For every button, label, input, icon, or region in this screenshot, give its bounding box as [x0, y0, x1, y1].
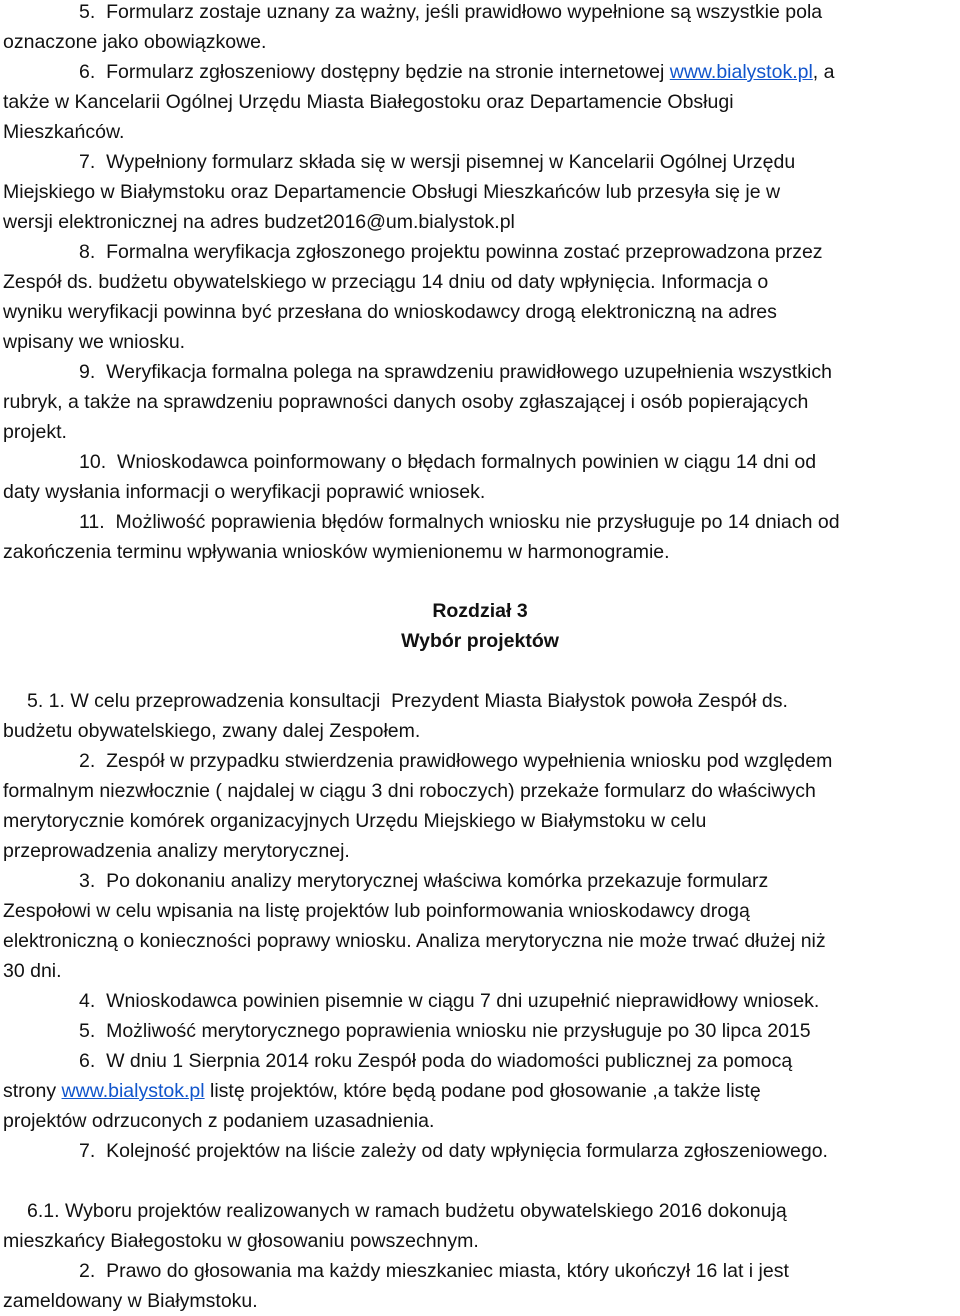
item-8-paragraph [3, 237, 960, 357]
item-9-paragraph [3, 357, 960, 447]
text-line: 6. W dniu 1 Sierpnia 2014 roku Zespół poda do wiadomości publicznej za pomocą [79, 1050, 793, 1072]
text-line: rubryk, a także na sprawdzeniu poprawności danych osoby zgłaszającej i osób popierających [3, 391, 809, 413]
text-line: projekt. [3, 421, 67, 443]
section-5-6-paragraph [3, 1046, 960, 1136]
text-line: 5. Możliwość merytorycznego poprawienia wniosku nie przysługuje po 30 lipca 2015 [79, 1020, 811, 1042]
section-5-3-paragraph [3, 866, 960, 986]
item-11-paragraph [3, 507, 960, 567]
text-line: mieszkańcy Białegostoku w głosowaniu powszechnym. [3, 1230, 479, 1252]
chapter-heading: Rozdział 3 [432, 600, 528, 622]
text-line: Zespołowi w celu wpisania na listę projektów lub poinformowania wnioskodawcy drogą [3, 900, 750, 922]
bialystok-link[interactable]: www.bialystok.pl [61, 1080, 205, 1102]
chapter-title: Wybór projektów [401, 630, 559, 652]
text-line: 2. Zespół w przypadku stwierdzenia prawidłowego wypełnienia wniosku pod względem [79, 750, 833, 772]
text-line: Mieszkańców. [3, 121, 125, 143]
section-5-7-paragraph [3, 1136, 960, 1166]
text-line: zameldowany w Białymstoku. [3, 1290, 258, 1312]
text-line: zakończenia terminu wpływania wniosków wymienionemu w harmonogramie. [3, 541, 670, 563]
item-5-paragraph [3, 0, 960, 57]
item-10-paragraph [3, 447, 960, 507]
item-7-paragraph [3, 147, 960, 237]
section-6-2-paragraph [3, 1256, 960, 1316]
text-line: także w Kancelarii Ogólnej Urzędu Miasta Białegostoku oraz Departamencie Obsługi [3, 91, 734, 113]
text-line: wersji elektronicznej na adres budzet2016@um.bialystok.pl [3, 211, 515, 233]
text-line: , a [812, 61, 835, 83]
text-line: oznaczone jako obowiązkowe. [3, 31, 267, 53]
text-line: merytorycznie komórek organizacyjnych Urzędu Miejskiego w Białymstoku w celu [3, 810, 707, 832]
text-line: strony [3, 1080, 62, 1102]
section-5-4-paragraph [3, 986, 960, 1016]
section-5-5-paragraph [3, 1016, 960, 1046]
text-line: listę projektów, które będą podane pod głosowanie ,a także listę [204, 1080, 761, 1102]
text-line: 4. Wnioskodawca powinien pisemnie w ciągu 7 dni uzupełnić nieprawidłowy wniosek. [79, 990, 820, 1012]
text-line: 2. Prawo do głosowania ma każdy mieszkaniec miasta, który ukończył 16 lat i jest [79, 1260, 789, 1282]
text-line: 8. Formalna weryfikacja zgłoszonego projektu powinna zostać przeprowadzona przez [79, 241, 823, 263]
item-6-paragraph [3, 57, 960, 147]
text-line: formalnym niezwłocznie ( najdalej w ciągu 3 dni roboczych) przekaże formularz do właściwych [3, 780, 816, 802]
section-5-2-paragraph [3, 746, 960, 866]
text-line: 7. Wypełniony formularz składa się w wersji pisemnej w Kancelarii Ogólnej Urzędu [79, 151, 796, 173]
text-line: 6. Formularz zgłoszeniowy dostępny będzie na stronie internetowej [79, 61, 670, 83]
bialystok-link[interactable]: www.bialystok.pl [669, 61, 813, 83]
text-line: 6.1. Wyboru projektów realizowanych w ramach budżetu obywatelskiego 2016 dokonują [27, 1200, 787, 1222]
text-line: 9. Weryfikacja formalna polega na sprawdzeniu prawidłowego uzupełnienia wszystkich [79, 361, 832, 383]
text-line: przeprowadzenia analizy merytorycznej. [3, 840, 350, 862]
text-line: 3. Po dokonaniu analizy merytorycznej właściwa komórka przekazuje formularz [79, 870, 769, 892]
section-5-paragraph [3, 686, 960, 746]
text-line: elektroniczną o konieczności poprawy wniosku. Analiza merytoryczna nie może trwać dłużej niż [3, 930, 826, 952]
text-line: 5. 1. W celu przeprowadzenia konsultacji Prezydent Miasta Białystok powoła Zespół ds. [27, 690, 788, 712]
section-6-paragraph [3, 1196, 960, 1256]
text-line: 5. Formularz zostaje uznany za ważny, jeśli prawidłowo wypełnione są wszystkie pola [79, 1, 823, 23]
text-line: 7. Kolejność projektów na liście zależy od daty wpłynięcia formularza zgłoszeniowego. [79, 1140, 828, 1162]
text-line: Zespół ds. budżetu obywatelskiego w przeciągu 14 dniu od daty wpłynięcia. Informacja o [3, 271, 769, 293]
text-line: 10. Wnioskodawca poinformowany o błędach formalnych powinien w ciągu 14 dni od [79, 451, 817, 473]
text-line: wpisany we wniosku. [3, 331, 186, 353]
text-line: 11. Możliwość poprawienia błędów formalnych wniosku nie przysługuje po 14 dniach od [79, 511, 840, 533]
text-line: 30 dni. [3, 960, 62, 982]
text-line: budżetu obywatelskiego, zwany dalej Zespołem. [3, 720, 421, 742]
text-line: projektów odrzuconych z podaniem uzasadnienia. [3, 1110, 435, 1132]
text-line: daty wysłania informacji o weryfikacji poprawić wniosek. [3, 481, 486, 503]
text-line: wyniku weryfikacji powinna być przesłana do wnioskodawcy drogą elektroniczną na adres [3, 301, 777, 323]
text-line: Miejskiego w Białymstoku oraz Departamencie Obsługi Mieszkańców lub przesyła się je w [3, 181, 781, 203]
